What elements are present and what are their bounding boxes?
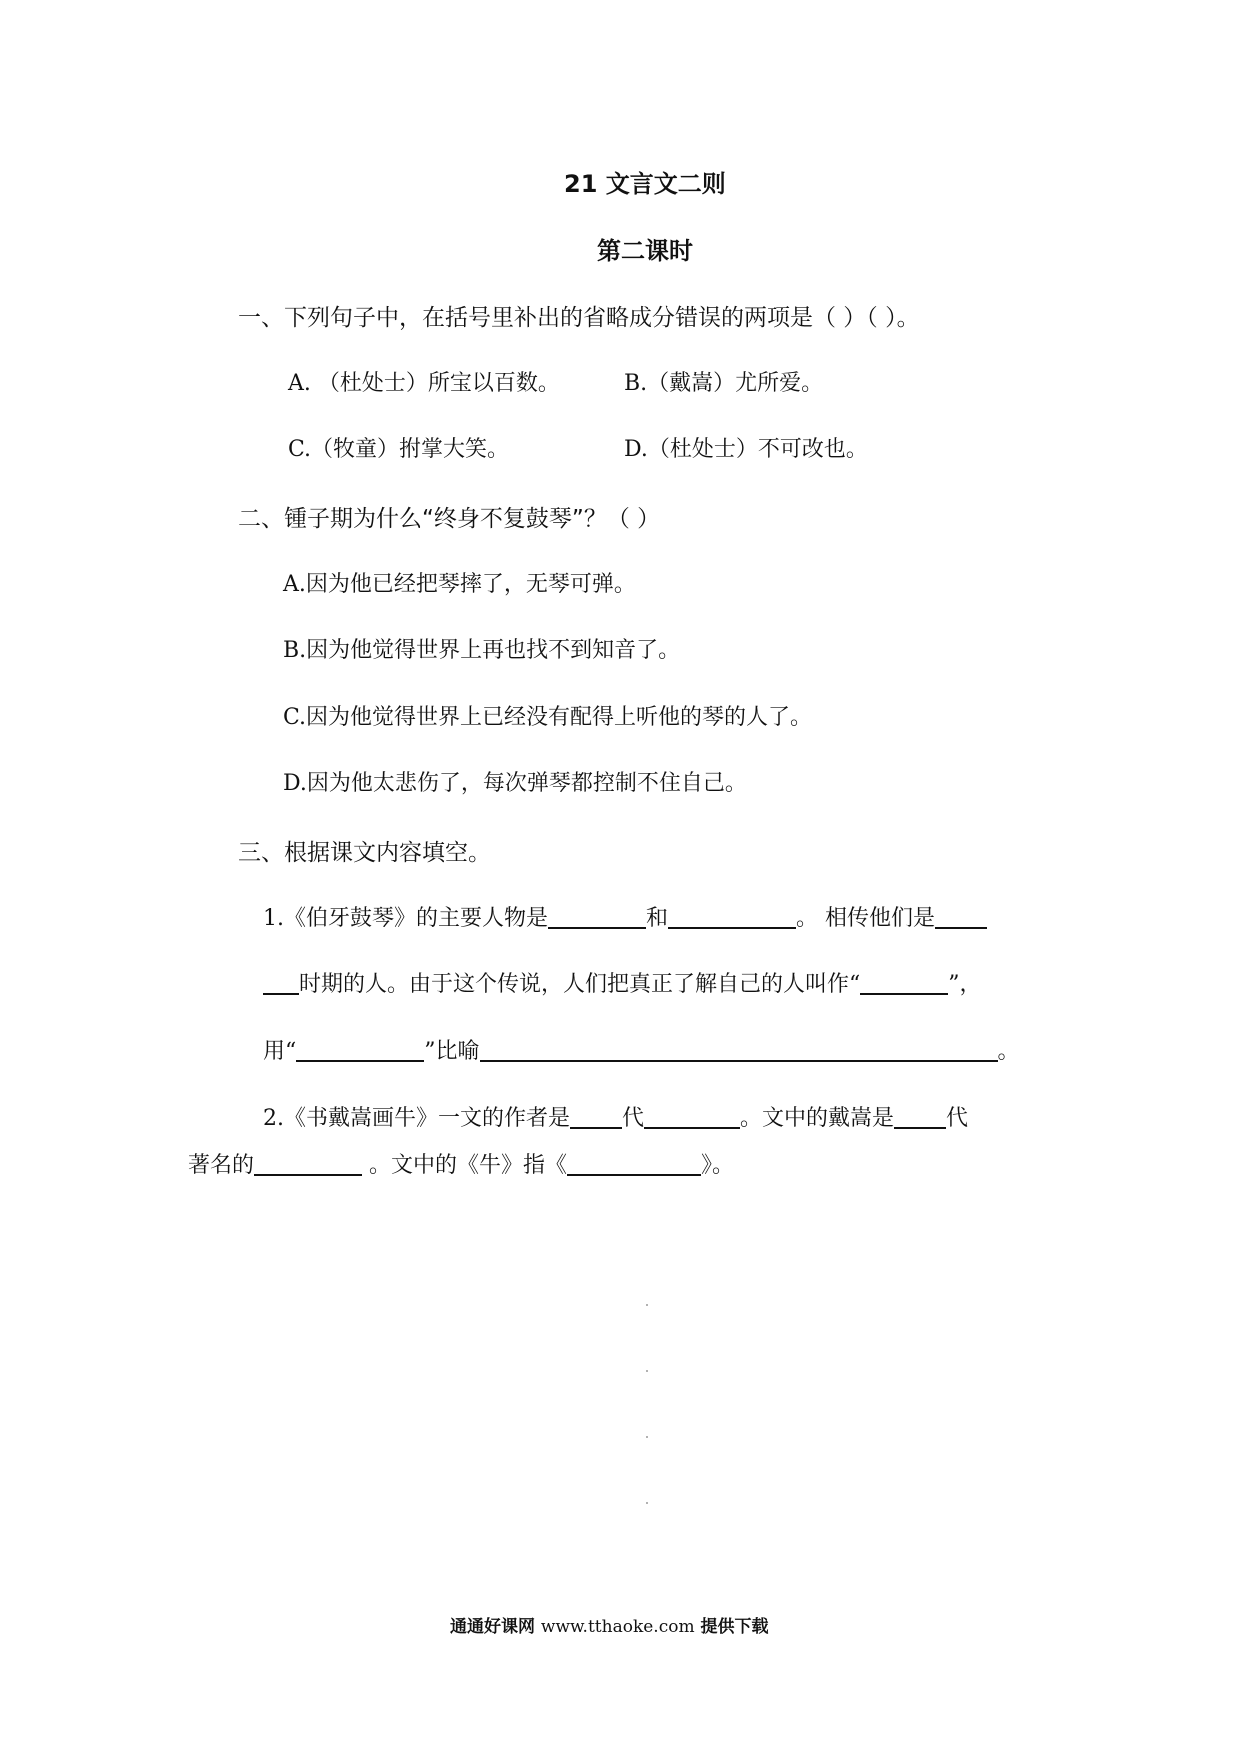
fill-text: ”， — [948, 972, 982, 997]
question-1-stem: 一、下列句子中，在括号里补出的省略成分错误的两项是（ ）（ ）。 — [238, 305, 920, 331]
question-1-option-c: C.（牧童）拊掌大笑。 — [288, 437, 510, 462]
page-title: 21 文言文二则 — [564, 170, 726, 198]
fill-text: 。文中的戴嵩是 — [740, 1106, 895, 1131]
fill-text: 。文中的《牛》指《 — [362, 1153, 568, 1178]
fill-text: 著名的 — [188, 1153, 255, 1178]
blank[interactable] — [263, 971, 299, 995]
blank[interactable] — [254, 1152, 362, 1176]
footer-url[interactable]: www.tthaoke.com — [540, 1617, 695, 1637]
fill-text: 》。 — [701, 1153, 735, 1178]
fill-text: ”比喻 — [424, 1039, 480, 1064]
blank[interactable] — [644, 1105, 740, 1129]
footer — [450, 1612, 769, 1637]
scan-dot — [646, 1502, 648, 1504]
footer-suffix: 提供下载 — [700, 1617, 769, 1637]
question-1-option-b: B.（戴嵩）尤所爱。 — [624, 371, 824, 396]
footer-site-name: 通通好课网 — [450, 1617, 535, 1637]
question-3-stem: 三、根据课文内容填空。 — [238, 840, 491, 866]
fill-text: 代 — [946, 1106, 969, 1131]
fill-text: 1.《伯牙鼓琴》的主要人物是 — [263, 906, 548, 931]
question-2-option-c: C.因为他觉得世界上已经没有配得上听他的琴的人了。 — [283, 705, 813, 730]
question-2-option-d: D.因为他太悲伤了，每次弹琴都控制不住自己。 — [283, 771, 747, 796]
fill-text: 和 — [646, 906, 669, 931]
scan-dot — [646, 1370, 648, 1372]
fill-text: 用“ — [263, 1039, 297, 1064]
page-subtitle: 第二课时 — [597, 237, 693, 265]
blank[interactable] — [894, 1105, 946, 1129]
blank[interactable] — [567, 1152, 701, 1176]
fill-text: 2.《书戴嵩画牛》一文的作者是 — [263, 1106, 570, 1131]
blank[interactable] — [668, 905, 796, 929]
question-3-item-2-line-1 — [263, 1101, 968, 1132]
blank[interactable] — [860, 971, 948, 995]
fill-text: 。 相传他们是 — [796, 906, 936, 931]
fill-text: 。 — [997, 1039, 1020, 1064]
fill-text: 时期的人。由于这个传说，人们把真正了解自己的人叫作“ — [299, 972, 861, 997]
question-2-stem: 二、锺子期为什么“终身不复鼓琴”？（ ） — [238, 506, 661, 532]
question-3-item-2-line-2 — [188, 1148, 734, 1179]
question-2-option-b: B.因为他觉得世界上再也找不到知音了。 — [283, 638, 681, 663]
blank[interactable] — [570, 1105, 622, 1129]
scan-dot — [646, 1436, 648, 1438]
blank[interactable] — [296, 1038, 424, 1062]
blank[interactable] — [548, 905, 646, 929]
question-1-option-a: A. （杜处士）所宝以百数。 — [288, 371, 560, 396]
question-2-option-a: A.因为他已经把琴摔了，无琴可弹。 — [283, 572, 636, 597]
blank[interactable] — [935, 905, 987, 929]
question-3-item-1-line-3 — [263, 1034, 1020, 1065]
blank[interactable] — [480, 1038, 998, 1062]
question-3-item-1-line-2 — [263, 967, 982, 998]
question-3-item-1-line-1 — [263, 901, 987, 932]
question-1-option-d: D.（杜处士）不可改也。 — [624, 437, 868, 462]
scan-dot — [646, 1304, 648, 1306]
fill-text: 代 — [622, 1106, 645, 1131]
